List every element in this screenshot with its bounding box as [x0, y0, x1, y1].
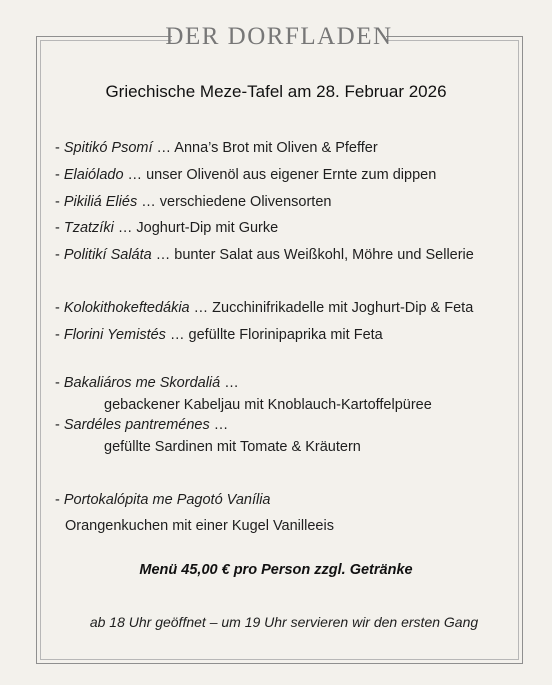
menu-item [55, 219, 278, 237]
item-description: bunter Salat aus Weißkohl, Möhre und Sellerie [174, 247, 474, 263]
item-description: Anna’s Brot mit Oliven & Pfeffer [174, 140, 378, 156]
item-prefix: - [55, 327, 64, 343]
logo-text: DER DORFLADEN [165, 22, 393, 50]
item-name: Portokalópita me Pagotó Vanília [63, 492, 271, 508]
item-prefix: - [55, 375, 64, 391]
item-prefix: - [55, 300, 64, 316]
item-prefix: - [55, 492, 64, 508]
menu-item [55, 166, 436, 184]
item-prefix: - [55, 220, 64, 236]
menu-item [55, 416, 228, 434]
logo [165, 16, 393, 56]
item-prefix: - [55, 140, 64, 156]
item-name: Politikí Saláta [63, 247, 152, 263]
item-separator: … [209, 417, 229, 433]
item-description: unser Olivenöl aus eigener Ernte zum dippen [146, 167, 437, 183]
menu-item [55, 491, 270, 509]
item-name: Elaiólado [63, 167, 124, 183]
item-separator: … [152, 140, 175, 156]
item-separator: … [165, 327, 189, 343]
item-separator: … [123, 167, 147, 183]
item-description: Orangenkuchen mit einer Kugel Vanilleeis [65, 518, 334, 534]
item-description: gefüllte Florinipaprika mit Feta [188, 327, 383, 343]
item-separator: … [151, 247, 175, 263]
item-prefix: - [55, 194, 64, 210]
item-name: Spitikó Psomí [63, 140, 153, 156]
menu-item [55, 139, 378, 157]
price-line: Menü 45,00 € pro Person zzgl. Getränke [139, 562, 413, 578]
item-name: Tzatzíki [63, 220, 114, 236]
item-separator: … [220, 375, 239, 391]
item-description: Joghurt-Dip mit Gurke [136, 220, 279, 236]
opening-hours: ab 18 Uhr geöffnet – um 19 Uhr servieren wir den ersten Gang [89, 614, 479, 630]
item-prefix: - [55, 167, 64, 183]
item-prefix: - [55, 247, 64, 263]
item-description: gebackener Kabeljau mit Knoblauch-Kartoffelpüree [104, 397, 432, 413]
menu-item [55, 246, 474, 264]
item-name: Kolokithokeftedákia [63, 300, 190, 316]
menu-item [55, 193, 331, 211]
menu-item [55, 374, 239, 392]
page-title: Griechische Meze-Tafel am 28. Februar 2026 [105, 82, 447, 101]
item-separator: … [137, 194, 160, 210]
item-description: Zucchinifrikadelle mit Joghurt-Dip & Feta [212, 300, 474, 316]
item-name: Sardéles pantreménes [63, 417, 210, 433]
item-description: verschiedene Olivensorten [159, 194, 332, 210]
item-separator: … [189, 300, 213, 316]
menu-item [55, 299, 473, 317]
item-description: gefüllte Sardinen mit Tomate & Kräutern [104, 439, 361, 455]
item-name: Pikiliá Eliés [63, 194, 138, 210]
item-name: Florini Yemistés [63, 327, 166, 343]
item-separator: … [113, 220, 137, 236]
item-name: Bakaliáros me Skordaliá [63, 375, 221, 391]
item-prefix: - [55, 417, 64, 433]
menu-item [55, 326, 383, 344]
